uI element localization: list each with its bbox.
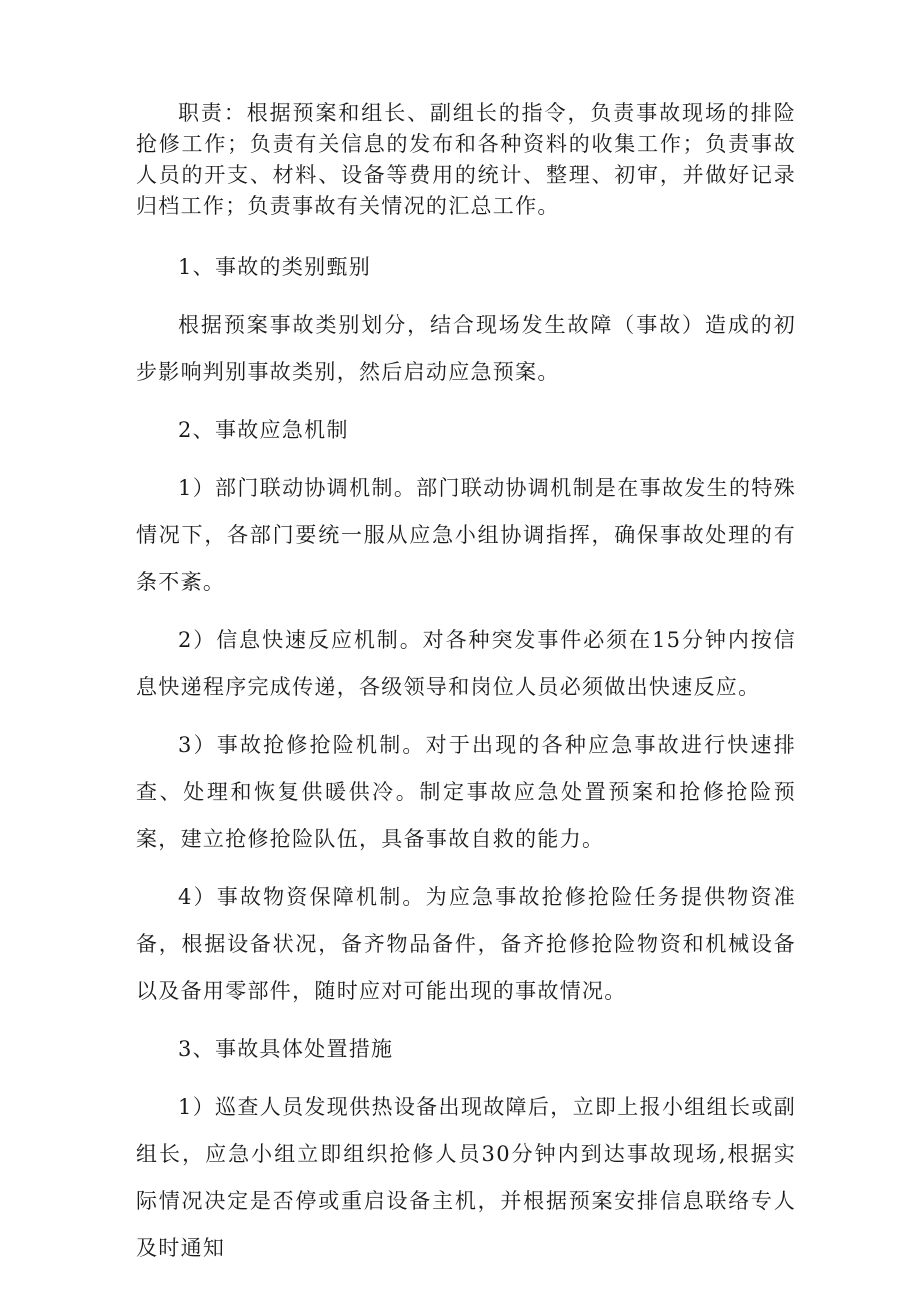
document-body [136, 98, 796, 1283]
duties-paragraph: 职责：根据预案和组长、副组长的指令，负责事故现场的排险抢修工作；负责有关信息的发布和各种资料的收集工作；负责事故人员的开支、材料、设备等费用的统计、整理、初审，并做好记录归档工作；负责事故有关情况的汇总工作。 [136, 101, 796, 218]
paragraph-coordination-mechanism: 1）部门联动协调机制。部门联动协调机制是在事故发生的特殊情况下，各部门要统一服从应急小组协调指挥，确保事故处理的有条不紊。 [136, 476, 796, 594]
paragraph-handling-measures: 1）巡查人员发现供热设备出现故障后，立即上报小组组长或副组长，应急小组立即组织抢修人员30分钟内到达事故现场,根据实际情况决定是否停或重启设备主机，并根据预案安排信息联络专人及时通知 [136, 1095, 796, 1260]
paragraph-information-mechanism: 2）信息快速反应机制。对各种突发事件必须在15分钟内按信息快递程序完成传递，各级领导和岗位人员必须做出快速反应。 [136, 628, 796, 699]
section-heading-3: 3、事故具体处置措施 [178, 1037, 394, 1061]
paragraph-material-mechanism: 4）事故物资保障机制。为应急事故抢修抢险任务提供物资准备，根据设备状况，备齐物品备件，备齐抢修抢险物资和机械设备以及备用零部件，随时应对可能出现的事故情况。 [136, 885, 796, 1003]
paragraph-accident-classification: 根据预案事故类别划分，结合现场发生故障（事故）造成的初步影响判别事故类别，然后启动应急预案。 [136, 313, 796, 384]
section-heading-2: 2、事故应急机制 [178, 418, 349, 442]
paragraph-repair-mechanism: 3）事故抢修抢险机制。对于出现的各种应急事故进行快速排查、处理和恢复供暖供冷。制定事故应急处置预案和抢修抢险预案，建立抢修抢险队伍，具备事故自救的能力。 [136, 733, 796, 851]
section-heading-1: 1、事故的类别甄别 [178, 255, 372, 279]
